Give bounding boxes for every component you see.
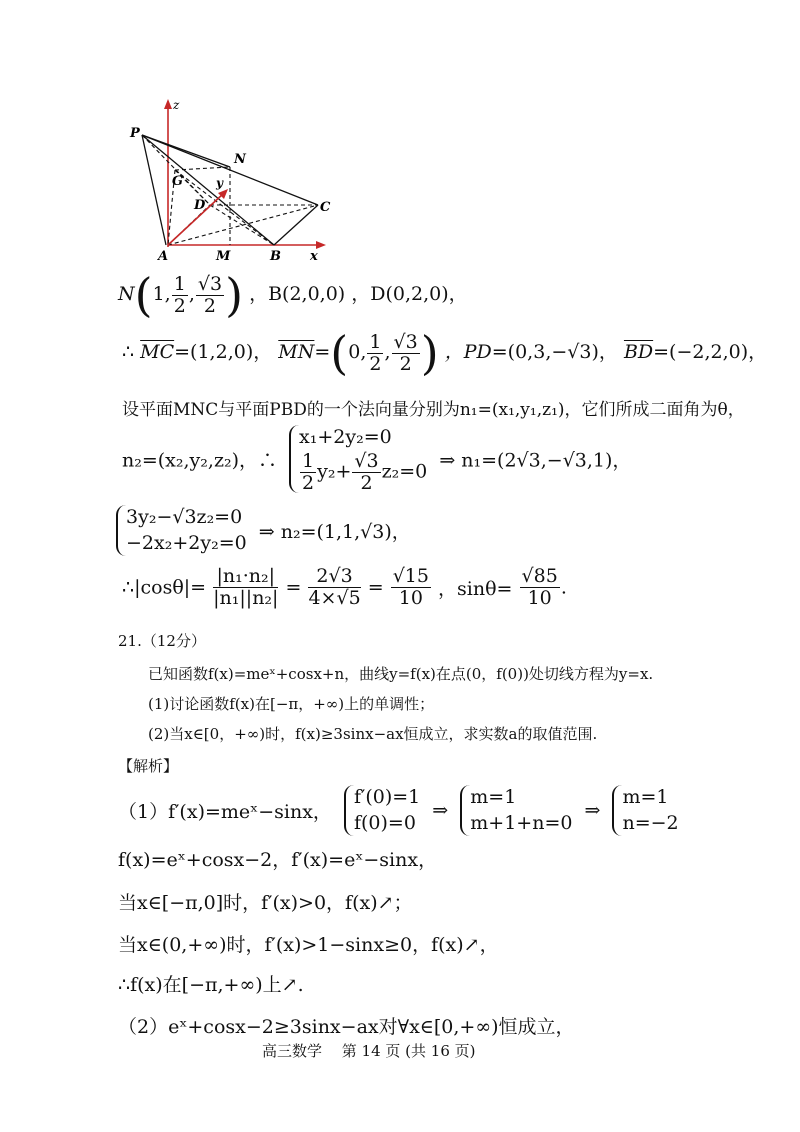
sin-theta-label: ，sinθ= xyxy=(438,577,513,600)
point-N-label: N xyxy=(118,283,135,305)
question-21-heading: 21.（12分） xyxy=(118,632,206,650)
frac-cos-2: $\frac{2√3}{4\times√5}$ xyxy=(308,565,361,609)
label-N: N xyxy=(234,152,246,167)
parameter-result: m=1 n=−2 xyxy=(612,785,678,836)
vector-BD-value: =(−2,2,0)， xyxy=(653,341,768,363)
label-y: y xyxy=(216,176,223,190)
question-21-part-1: (1)讨论函数f(x)在[−π，+∞)上的单调性； xyxy=(148,695,435,713)
frac-mn-half: $\frac{1}{2}$ xyxy=(369,330,382,375)
vector-BD: $\overline{BD}$ xyxy=(623,341,654,363)
vector-MN: $\overline{MN}$ xyxy=(278,341,315,363)
coord-zero: 0, xyxy=(348,341,367,363)
edge-BC xyxy=(274,205,318,245)
coord-N-x: 1, xyxy=(152,283,171,305)
label-x: x xyxy=(310,249,318,264)
x-axis-arrow xyxy=(316,241,326,249)
system-2-eq1: 3y₂−√3z₂=0 xyxy=(126,506,243,528)
system-2-brace xyxy=(116,505,247,556)
coord-line-1: N(1, $\frac{1}{2}$ , $\frac{√3}{2}$ ) ，B(2,0,0) ，D(0,2,0)， xyxy=(118,268,468,322)
solution-step-1: （1）f′(x)=meˣ−sinx， f′(0)=1 f(0)=0 ⇒ m=1 m+1+n=0 ⇒ m=1 n=−2 xyxy=(118,785,685,836)
solution-step-4: 当x∈(0,+∞)时，f′(x)>1−sinx≥0，f(x)↗， xyxy=(118,934,499,956)
vector-PD-value: =(0,3,−√3)， xyxy=(491,341,618,363)
page-footer: 高三数学 第 14 页 (共 16 页) xyxy=(262,1042,476,1060)
frac-sin: $\frac{√85}{10}$ xyxy=(521,565,558,609)
n2-def: n₂=(x₂,y₂,z₂)，∴ xyxy=(122,449,277,472)
geometry-figure xyxy=(120,95,340,270)
question-21-stem: 已知函数f(x)=meˣ+cosx+n，曲线y=f(x)在点(0，f(0))处切线方程为y=x. xyxy=(148,665,654,683)
label-B: B xyxy=(270,249,281,264)
frac-half: $\frac{1}{2}$ xyxy=(173,272,186,317)
point-B: ，B(2,0,0) xyxy=(249,283,346,305)
label-G: G xyxy=(172,174,184,189)
n2-result: ⇒ n₂=(1,1,√3)， xyxy=(258,521,411,544)
system-2 xyxy=(116,505,411,556)
label-P: P xyxy=(130,126,140,141)
label-z: z xyxy=(173,98,180,112)
frac-cos-1: $\frac{\text{|n₁·n₂|}}{\text{|n₁||n₂|}}$ xyxy=(213,565,279,609)
vector-MC: $\overline{MC}$ xyxy=(140,341,175,363)
n1-result: ⇒ n₁=(2√3,−√3,1)， xyxy=(439,449,632,472)
frac-mn-sqrt3: $\frac{√3}{2}$ xyxy=(393,330,418,375)
system-1-brace xyxy=(289,425,427,493)
therefore-symbol: ∴ xyxy=(122,341,135,363)
label-A: A xyxy=(158,249,169,264)
label-M: M xyxy=(216,249,231,264)
vector-line: ∴ $\overline{MC}=(1,2,0)$， $\overline{MN}=(0$, $\frac{1}{2}$ , $\frac{√3}{2}$ ) ，PD=(0,3,−√3)， $\overline{BD}=(-2,2,0)$， xyxy=(122,326,768,380)
solution-heading: 【解析】 xyxy=(118,757,179,775)
edge-PN xyxy=(142,135,230,167)
vector-MC-value: =(1,2,0)， xyxy=(174,341,273,363)
solution-step-3: 当x∈[−π,0]时，f′(x)>0，f(x)↗； xyxy=(118,892,413,914)
label-C: C xyxy=(320,200,331,215)
system-1 xyxy=(122,425,631,493)
condition-system: f′(0)=1 f(0)=0 xyxy=(344,785,420,836)
solution-step-6: （2）eˣ+cosx−2≥3sinx−ax对∀x∈[0,+∞)恒成立， xyxy=(118,1016,575,1038)
equals: = xyxy=(314,341,331,363)
system-1-eq1: x₁+2y₂=0 xyxy=(299,426,392,448)
question-21-part-2: (2)当x∈[0，+∞)时，f(x)≥3sinx−ax恒成立，求实数a的取值范围. xyxy=(148,725,598,743)
system-1-eq2: $\frac{1}{2}$ y₂+ $\frac{√3}{2}$ z₂=0 xyxy=(302,449,428,494)
point-D: ，D(0,2,0)， xyxy=(351,283,468,305)
label-D: D xyxy=(194,198,206,213)
derivative-expr: （1）f′(x)=meˣ−sinx， xyxy=(118,801,332,824)
frac-cos-3: $\frac{√15}{10}$ xyxy=(392,565,429,609)
vector-PD: ，PD xyxy=(444,341,492,363)
parameter-system: m=1 m+1+n=0 xyxy=(460,785,572,836)
normal-vector-intro: 设平面MNC与平面PBD的一个法向量分别为n₁=(x₁,y₁,z₁)，它们所成二面角为θ， xyxy=(122,400,745,420)
frac-sqrt3-half: $\frac{√3}{2}$ xyxy=(197,272,223,317)
system-2-eq2: −2x₂+2y₂=0 xyxy=(126,531,247,554)
solution-step-2: f(x)=eˣ+cosx−2，f′(x)=eˣ−sinx， xyxy=(118,849,438,871)
solution-step-5: ∴f(x)在[−π,+∞)上↗. xyxy=(118,974,304,996)
edge-G-N xyxy=(175,167,230,170)
edge-DB xyxy=(210,205,274,245)
cos-theta-line: ∴|cosθ|= $\frac{\text{|n₁·n₂|}}{\text{|n₁||n₂|}}$ = $\frac{2√3}{4\times√5}$ = $\frac{√15}{10}$ ，sinθ= $\frac{√85}{10}$ . xyxy=(122,565,567,609)
z-axis-arrow xyxy=(164,99,172,109)
cos-theta-label: ∴|cosθ|= xyxy=(122,576,207,599)
